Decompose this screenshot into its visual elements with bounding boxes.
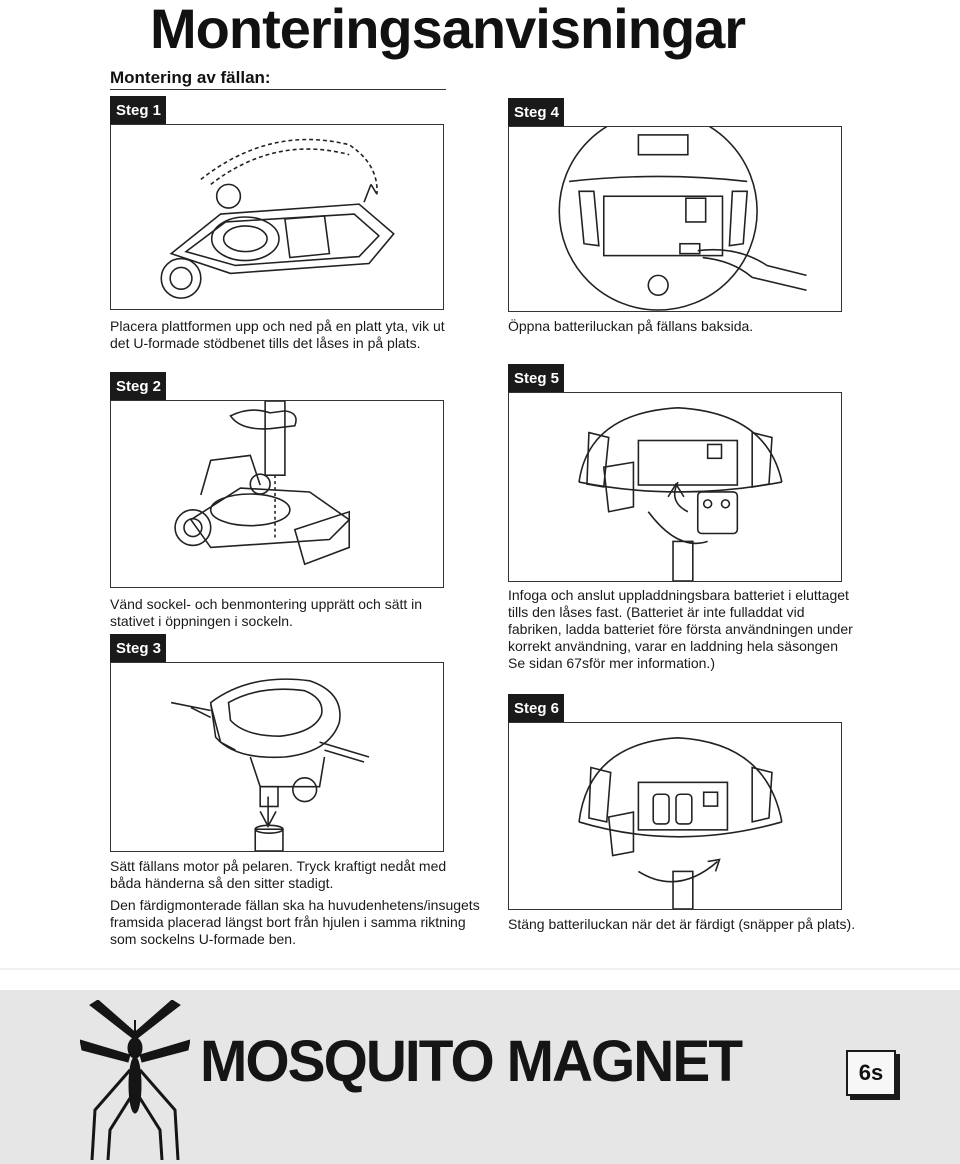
step-5-illustration <box>508 392 842 582</box>
brand-wordmark: MOSQUITO MAGNET <box>200 1029 742 1094</box>
step-5-label: Steg 5 <box>508 364 564 394</box>
step-3-caption-secondary: Den färdigmonterade fällan ska ha huvudenhetens/insugets framsida placerad längst bort från hjulen i samma riktning som sockelns U-formade ben. <box>110 897 480 947</box>
insert-battery-drawing <box>509 393 841 581</box>
step-1-illustration <box>110 124 444 310</box>
step-1-caption: Placera plattformen upp och ned på en platt yta, vik ut det U-formade stödbenet tills det låses in på plats. <box>110 318 445 351</box>
motor-on-pole-drawing <box>111 663 443 851</box>
footer-divider <box>0 968 960 970</box>
step-2-caption: Vänd sockel- och benmontering upprätt och sätt in stativet i öppningen i sockeln. <box>110 596 423 629</box>
open-battery-door-drawing <box>509 127 841 311</box>
step-6-caption: Stäng batteriluckan när det är färdigt (snäpper på plats). <box>508 916 856 932</box>
step-2-illustration <box>110 400 444 588</box>
step-2-label: Steg 2 <box>110 372 166 402</box>
step-3-caption: Sätt fällans motor på pelaren. Tryck kraftigt nedåt med båda händerna så den sitter stadigt. <box>110 858 447 891</box>
step-4-illustration <box>508 126 842 312</box>
platform-upside-down-drawing <box>111 125 443 309</box>
mosquito-logo-icon <box>80 1000 190 1160</box>
section-subtitle: Montering av fällan: <box>110 68 271 87</box>
subtitle-divider <box>110 89 446 90</box>
close-battery-door-drawing <box>509 723 841 909</box>
step-4-caption: Öppna batteriluckan på fällans baksida. <box>508 318 754 334</box>
step-1-label: Steg 1 <box>110 96 166 126</box>
step-6-label: Steg 6 <box>508 694 564 724</box>
page-title: Monteringsanvisningar <box>150 0 746 60</box>
step-5-caption: Infoga och anslut uppladdningsbara batteriet i eluttaget tills den låses fast. (Batteriet är inte fulladdat vid fabriken, ladda batteriet före första användningen under korrekt användning, varar en laddning hela säsongen Se sidan 67sför mer information.) <box>508 587 853 671</box>
step-3-illustration <box>110 662 444 852</box>
page-number-badge: 6s <box>846 1050 896 1096</box>
base-with-pole-drawing <box>111 401 443 587</box>
step-6-illustration <box>508 722 842 910</box>
step-3-label: Steg 3 <box>110 634 166 664</box>
step-4-label: Steg 4 <box>508 98 564 128</box>
